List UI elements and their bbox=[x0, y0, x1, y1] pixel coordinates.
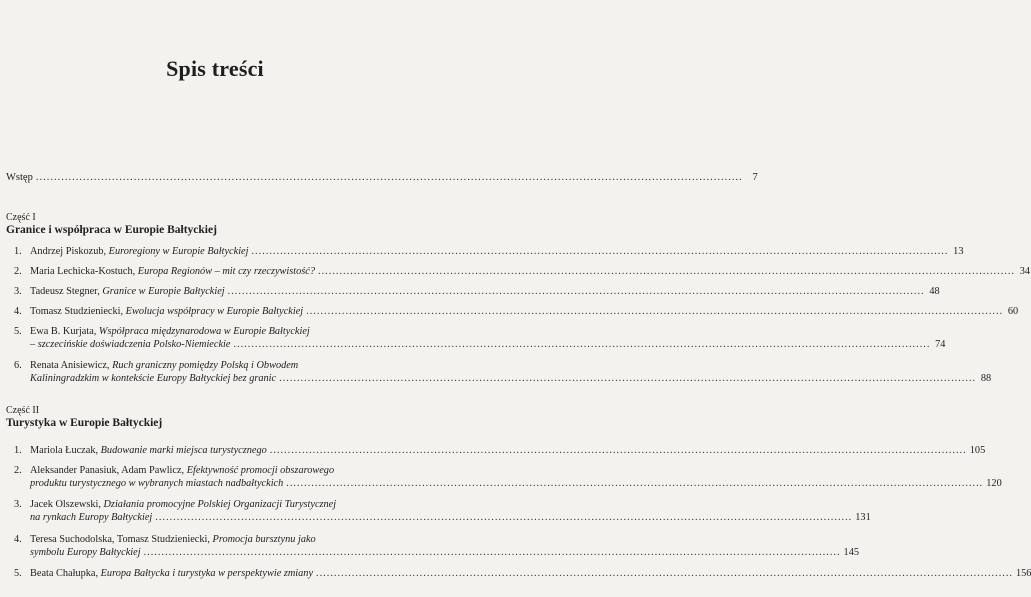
toc-entry bbox=[14, 265, 1031, 278]
entry-author: Ewa B. Kurjata, bbox=[30, 326, 97, 337]
entry-author: Beata Chałupka, bbox=[30, 568, 99, 579]
entry-title-continuation: na rynkach Europy Bałtyckiej bbox=[30, 512, 153, 523]
leader-dots bbox=[144, 546, 841, 559]
entry-author: Tadeusz Stegner, bbox=[30, 286, 100, 297]
leader-dots bbox=[36, 172, 743, 183]
entry-author: Jacek Olszewski, bbox=[30, 499, 101, 510]
entry-title: Efektywność promocji obszarowego bbox=[186, 465, 335, 476]
part-title: Granice i współpraca w Europie Bałtyckiej bbox=[6, 224, 217, 236]
part-label: Część II bbox=[6, 405, 40, 416]
leader-dots bbox=[155, 511, 852, 524]
toc-entry bbox=[14, 245, 964, 258]
entry-page-number: 48 bbox=[929, 286, 940, 297]
entry-number: 3. bbox=[14, 499, 22, 510]
toc-entry bbox=[14, 533, 859, 559]
entry-title: Europa Bałtycka i turystyka w perspektywie zmiany bbox=[100, 568, 314, 579]
entry-number: 5. bbox=[14, 568, 22, 579]
entry-title: Współpraca międzynarodowa w Europie Bałtyckiej bbox=[98, 326, 310, 337]
entry-page-number: 34 bbox=[1019, 266, 1031, 277]
entry-author: Renata Anisiewicz, bbox=[30, 360, 110, 371]
leader-dots bbox=[316, 567, 1013, 580]
entry-number: 1. bbox=[14, 445, 22, 456]
entry-page-number: 105 bbox=[969, 445, 986, 456]
intro-page-number: 7 bbox=[752, 172, 758, 183]
entry-page-number: 13 bbox=[953, 246, 964, 257]
entry-page-number: 120 bbox=[986, 478, 1002, 489]
entry-title: Euroregiony w Europie Bałtyckiej bbox=[108, 246, 249, 257]
intro-label: Wstęp bbox=[6, 172, 33, 183]
entry-title: Granice w Europie Bałtyckiej bbox=[102, 286, 225, 297]
entry-page-number: 145 bbox=[843, 547, 859, 558]
leader-dots bbox=[286, 477, 983, 490]
part-title: Turystyka w Europie Bałtyckiej bbox=[6, 417, 163, 429]
leader-dots bbox=[228, 285, 925, 298]
leader-dots bbox=[233, 338, 930, 351]
toc-intro-entry bbox=[6, 172, 758, 183]
entry-title: Ewolucja współpracy w Europie Bałtyckiej bbox=[125, 306, 304, 317]
toc-entry bbox=[14, 325, 946, 351]
entry-author: Mariola Łuczak, bbox=[30, 445, 99, 456]
toc-entry bbox=[14, 305, 1019, 318]
entry-number: 2. bbox=[14, 266, 22, 277]
toc-entry bbox=[14, 285, 940, 298]
entry-title: Promocja bursztynu jako bbox=[212, 534, 316, 545]
entry-author: Aleksander Panasiuk, Adam Pawlicz, bbox=[30, 465, 185, 476]
entry-number: 1. bbox=[14, 246, 22, 257]
entry-title-continuation: symbolu Europy Bałtyckiej bbox=[30, 547, 141, 558]
leader-dots bbox=[279, 372, 976, 385]
toc-entry bbox=[14, 464, 1002, 490]
page-title: Spis treści bbox=[166, 56, 264, 81]
entry-number: 2. bbox=[14, 465, 22, 476]
entry-author: Maria Lechicka-Kostuch, bbox=[30, 266, 136, 277]
entry-title: Budowanie marki miejsca turystycznego bbox=[100, 445, 267, 456]
entry-author: Tomasz Studzieniecki, bbox=[30, 306, 124, 317]
leader-dots bbox=[251, 245, 948, 258]
part-2-section bbox=[6, 405, 420, 435]
entry-page-number: 74 bbox=[935, 339, 946, 350]
entry-title-continuation: produktu turystycznego w wybranych miastach nadbałtyckich bbox=[30, 478, 284, 489]
entry-title: Działania promocyjne Polskiej Organizacji Turystycznej bbox=[103, 499, 337, 510]
entry-title: Europa Regionów – mit czy rzeczywistość? bbox=[137, 266, 316, 277]
entry-number: 3. bbox=[14, 286, 22, 297]
entry-title-continuation: Kaliningradzkim w kontekście Europy Bałtyckiej bez granic bbox=[30, 373, 277, 384]
toc-entry bbox=[14, 444, 986, 457]
leader-dots bbox=[318, 265, 1015, 278]
entry-number: 4. bbox=[14, 534, 22, 545]
leader-dots bbox=[306, 305, 1003, 318]
entry-page-number: 60 bbox=[1007, 306, 1019, 317]
entry-page-number: 156 bbox=[1016, 568, 1031, 579]
entry-number: 5. bbox=[14, 326, 22, 337]
entry-title: Ruch graniczny pomiędzy Polską i Obwodem bbox=[112, 360, 299, 371]
entry-number: 6. bbox=[14, 360, 22, 371]
part-label: Część I bbox=[6, 212, 36, 223]
entry-page-number: 88 bbox=[980, 373, 992, 384]
leader-dots bbox=[270, 444, 967, 457]
entry-title-continuation: – szczecińskie doświadczenia Polsko-Niemieckie bbox=[30, 339, 231, 350]
toc-entry bbox=[14, 498, 871, 524]
entry-author: Teresa Suchodolska, Tomasz Studzieniecki, bbox=[30, 534, 210, 545]
entry-page-number: 131 bbox=[855, 512, 871, 523]
toc-entry bbox=[14, 567, 1031, 580]
toc-entry bbox=[14, 359, 992, 385]
entry-number: 4. bbox=[14, 306, 22, 317]
entry-author: Andrzej Piskozub, bbox=[30, 246, 107, 257]
